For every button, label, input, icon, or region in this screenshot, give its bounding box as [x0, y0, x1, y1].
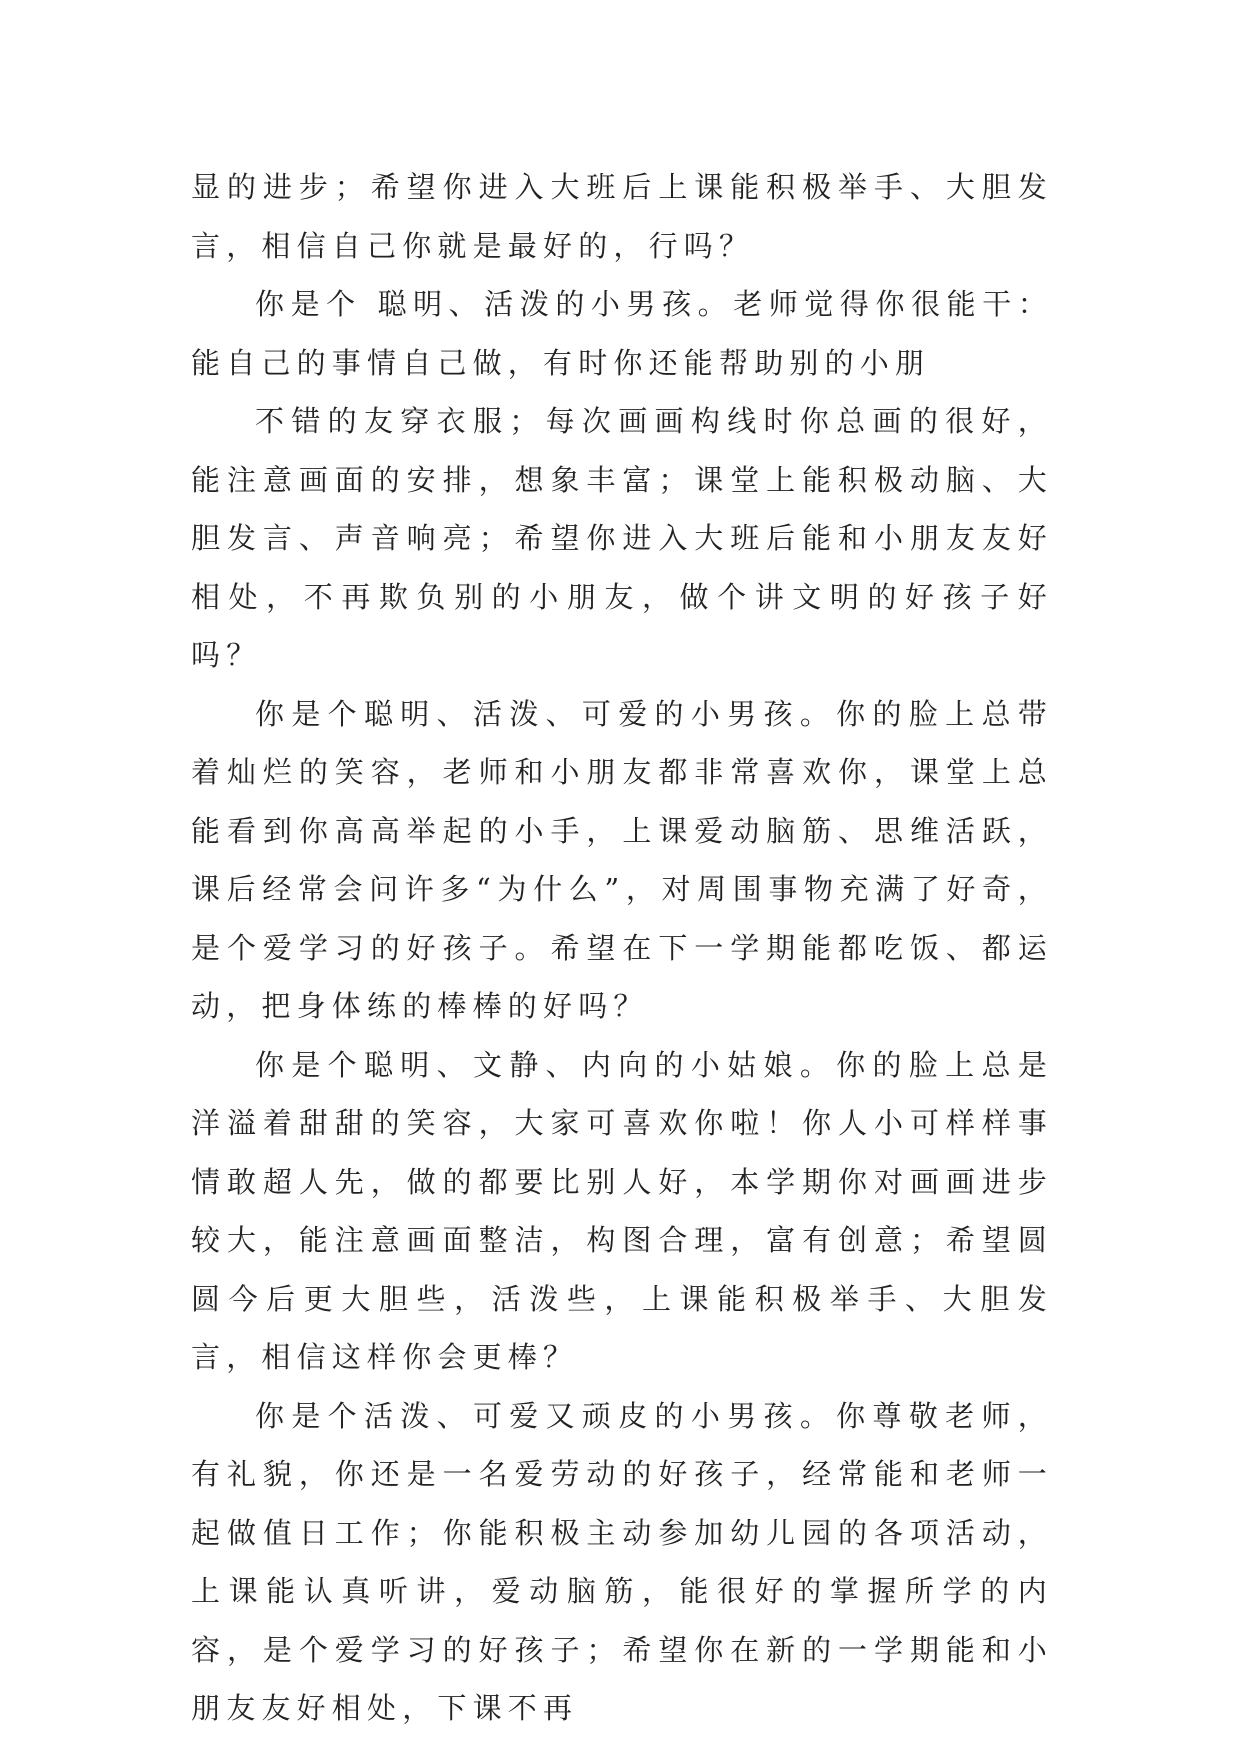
- paragraph-3: 不错的友穿衣服；每次画画构线时你总画的很好，能注意画面的安排，想象丰富；课堂上能积极动脑、大胆发言、声音响亮；希望你进入大班后能和小朋友友好相处，不再欺负别的小朋友，做个讲文明的好孩子好吗？: [191, 404, 1053, 672]
- paragraph-2: 你是个 聪明、活泼的小男孩。老师觉得你很能干：能自己的事情自己做，有时你还能帮助别的小朋: [191, 287, 1053, 380]
- paragraph-4: 你是个聪明、活泼、可爱的小男孩。你的脸上总带着灿烂的笑容，老师和小朋友都非常喜欢你，课堂上总能看到你高高举起的小手，上课爱动脑筋、思维活跃，课后经常会问许多“为什么”，对周围事物充满了好奇，是个爱学习的好孩子。希望在下一学期能都吃饭、都运动，把身体练的棒棒的好吗？: [191, 696, 1053, 1023]
- document-body: [191, 158, 1053, 1738]
- paragraph-6: 你是个活泼、可爱又顽皮的小男孩。你尊敬老师，有礼貌，你还是一名爱劳动的好孩子，经常能和老师一起做值日工作；你能积极主动参加幼儿园的各项活动，上课能认真听讲，爱动脑筋，能很好的掌握所学的内容，是个爱学习的好孩子；希望你在新的一学期能和小朋友友好相处，下课不再: [191, 1398, 1053, 1725]
- paragraph-5: 你是个聪明、文静、内向的小姑娘。你的脸上总是洋溢着甜甜的笑容，大家可喜欢你啦！你人小可样样事情敢超人先，做的都要比别人好，本学期你对画画进步较大，能注意画面整洁，构图合理，富有创意；希望圆圆今后更大胆些，活泼些，上课能积极举手、大胆发言，相信这样你会更棒？: [191, 1047, 1053, 1374]
- paragraph-1: 显的进步；希望你进入大班后上课能积极举手、大胆发言，相信自己你就是最好的，行吗？: [191, 170, 1053, 263]
